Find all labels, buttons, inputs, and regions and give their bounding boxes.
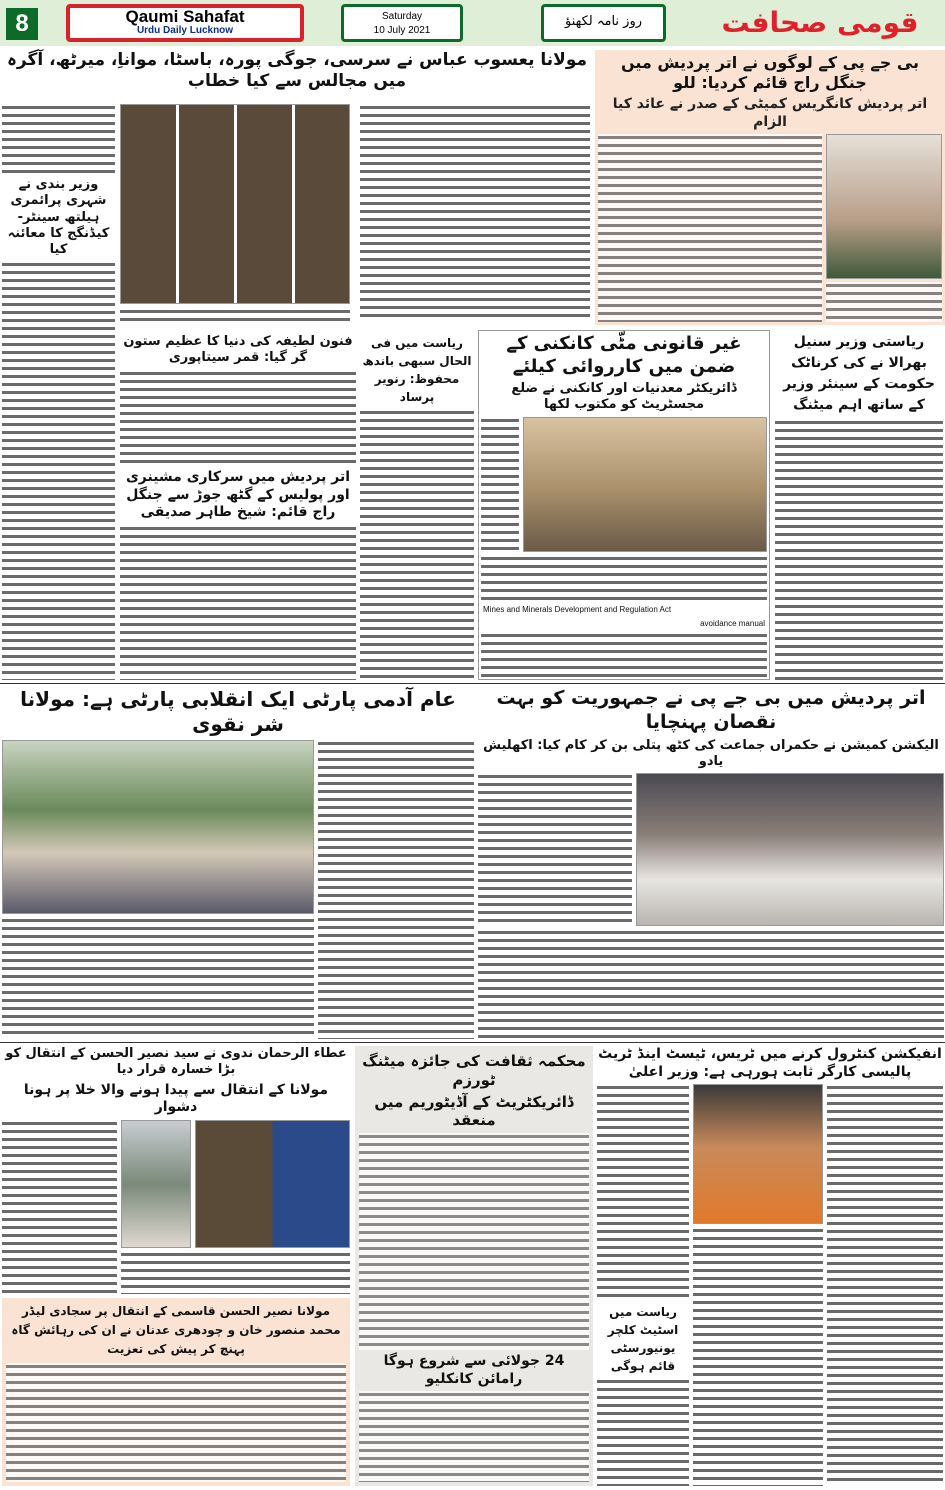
divider (0, 683, 945, 684)
body-text (827, 1084, 943, 1486)
body-text (121, 1251, 350, 1294)
article-illegal-mining (478, 330, 770, 680)
body-text (598, 134, 822, 322)
body-text (2, 104, 115, 174)
masthead-title: قومی صحافت (721, 6, 919, 39)
page-number: 8 (6, 8, 38, 40)
body-text (120, 525, 356, 680)
headline: محکمہ ثقافت کی جائزہ میٹنگ ٹورزم (362, 1052, 586, 1089)
headline: مولانا نصیر الحسن قاسمی کے انتقال پر سجادی لیڈر محمد منصور خان و چودھری عدنان نے ان کی رہائش گاہ پہنچ کر پیش کی تعزیت (11, 1304, 341, 1357)
headline: غیر قانونی مٹّی کانکنی کے ضمن میں کارروائی کیلئے (506, 333, 742, 377)
photo-ajay-lallu (826, 134, 942, 279)
headline-dams-safe: ریاست میں فی الحال سبھی باندھ محفوظ: رنویر پرساد (362, 336, 472, 404)
article-sunil-bharala (775, 332, 943, 680)
body-text (775, 419, 943, 680)
article-aap (2, 687, 474, 1039)
date-box (341, 4, 463, 42)
subhead-nadvi: مولانا کے انتقال سے پیدا ہونے والا خلا پر ہونا دشوار (23, 1081, 329, 1115)
day: Saturday (381, 11, 423, 22)
photo-portraits (195, 1120, 350, 1249)
photo-aap-event (2, 740, 314, 914)
body-text (2, 1120, 117, 1295)
roznama-label: روز نامہ لکھنؤ (541, 4, 666, 42)
body-text (481, 632, 767, 677)
subhead: ڈائریکٹریٹ کے آڈیٹوریم میں منعقد (374, 1092, 574, 1130)
body-text (826, 282, 942, 322)
date: 10 July 2021 (373, 25, 431, 36)
headline-sunil-bharala: ریاستی وزیر سنیل بھرالا نے کی کرناٹک حکومت کے سینئر وزیر کے ساتھ اہم میٹنگ (783, 334, 935, 413)
photo-official (523, 417, 767, 553)
photo-chief-minister (693, 1084, 823, 1224)
body-text (478, 929, 944, 1039)
divider (0, 1042, 945, 1043)
body-text (6, 1363, 346, 1482)
body-text (120, 370, 356, 467)
logo-title: Qaumi Sahafat (125, 7, 245, 26)
headline-infection-control: انفیکشن کنٹرول کرنے میں ٹریس، ٹیسٹ اینڈ ٹریٹ پالیسی کارگر ثابت ہورہی ہے: وزیر اعلیٰ (598, 1046, 942, 1080)
article-qamar-tahir (120, 334, 356, 680)
subhead: ڈائریکٹر معدنیات اور کانکنی نے ضلع مجسٹریٹ کو مکتوب لکھا (511, 381, 737, 413)
body-text (478, 773, 632, 926)
headline-akhilesh: اتر پردیش میں بی جے پی نے جمہوریت کو بہت نقصان پہنچایا (496, 687, 926, 733)
headline-culture-university: ریاست میں اسٹیٹ کلچر یونیورسٹی قائم ہوگی (607, 1305, 679, 1373)
body-text (360, 409, 474, 680)
photo-funeral-crowd (121, 1120, 191, 1249)
body-text (2, 917, 314, 1040)
body-text (693, 1227, 823, 1486)
subhead: اتر پردیش کانگریس کمیٹی کے صدر نے عائد کیا الزام (612, 96, 928, 130)
article-akhilesh (478, 687, 944, 1039)
body-text (597, 1084, 689, 1300)
body-text (2, 261, 115, 680)
headline: بی جے پی کے لوگوں نے اتر پردیش میں جنگل راج قائم کردیا: للو (620, 53, 920, 92)
body-text (481, 555, 767, 600)
english-act-name: Mines and Minerals Development and Regulation Act (481, 604, 767, 615)
body-text (359, 1391, 589, 1482)
article-infection-control (597, 1046, 943, 1486)
english-term: avoidance manual (481, 618, 767, 629)
article-culture-meeting (355, 1046, 593, 1486)
body-text (597, 1378, 689, 1486)
headline-health-centre: وزیر بندی نے شہری پرائمری ہیلتھ سینٹر-کیڈنگج کا معائنہ کیا (7, 177, 110, 257)
photo-press-conference (636, 773, 944, 926)
headline-aap: عام آدمی پارٹی ایک انقلابی پارٹی ہے: مولانا شر نقوی (20, 687, 456, 736)
logo (66, 4, 304, 42)
body-text (359, 1133, 589, 1350)
headline-tahir-siddiqui: اتر پردیش میں سرکاری مشینری اور پولیس کے گٹھ جوڑ سے جنگل راج قائم: شیخ طاہر صدیقی (125, 469, 351, 521)
article-dams-safe (360, 334, 474, 680)
left-column (2, 104, 115, 680)
body-text (318, 740, 474, 1039)
body-text (360, 104, 590, 322)
body-text (481, 417, 519, 553)
article-condolence (2, 1298, 350, 1486)
logo-subtitle: Urdu Daily Lucknow (136, 25, 234, 36)
article-bjp-jungle-raj (595, 50, 945, 325)
photo-collage-majlis (120, 104, 350, 304)
headline-nadvi: عطاء الرحمان ندوی نے سید نصیر الحسن کے انتقال کو بڑا خسارہ قرار دیا (5, 1046, 347, 1078)
photo-caption (120, 308, 350, 324)
article-nadvi (2, 1046, 350, 1294)
headline-qamar-sitapuri: فنون لطیفہ کی دنیا کا عظیم ستون گر گیا: قمر سیتاپوری (123, 334, 353, 366)
headline-ramayan: 24 جولائی سے شروع ہوگا رامائن کانکلیو (383, 1353, 565, 1387)
subhead-akhilesh: الیکشن کمیشن نے حکمراں جماعت کی کٹھ پتلی بن کر کام کیا: اکھلیش یادو (483, 737, 939, 769)
headline-yasoob-abbas: مولانا یعسوب عباس نے سرسی، جوگی پورہ، باسٹا، مواناِ، میرٹھ، آگرہ میں مجالس سے کیا خطاب (6, 50, 588, 92)
